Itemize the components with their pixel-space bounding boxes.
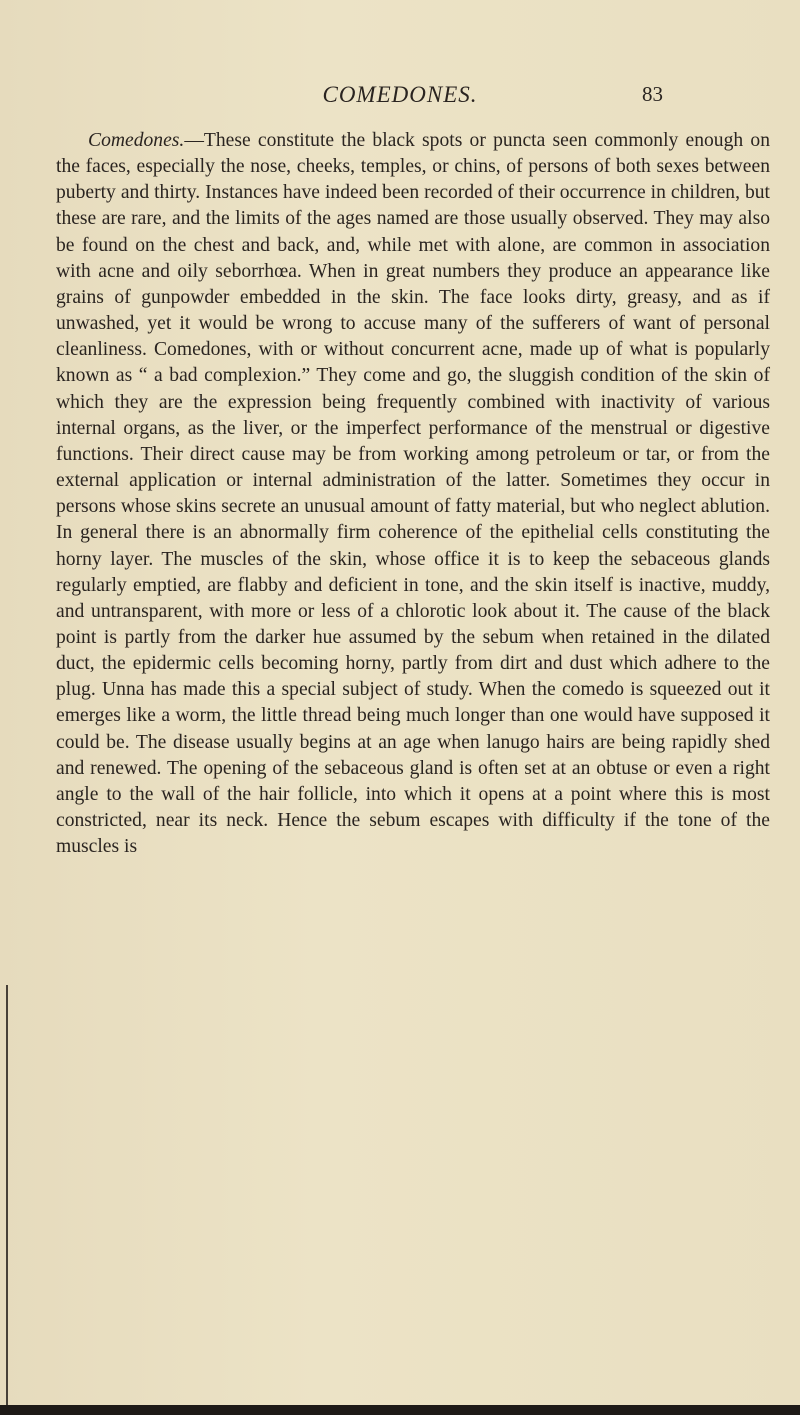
page-number: 83	[642, 82, 663, 106]
running-head	[0, 82, 800, 112]
page-bottom-edge	[0, 1405, 800, 1415]
paragraph-text: —These constitute the black spots or puncta seen commonly enough on the faces, especially the nose, cheeks, temples, or chins, of persons of both sexes between puberty and thirty. Instances have indeed been recorded of their occurrence in children, but these are rare, and the limits of the ages named are those usually observed. They may also be found on the chest and back, and, while met with alone, are common in association with acne and oily seborrhœa. When in great numbers they produce an appearance like grains of gunpowder embedded in the skin. The face looks dirty, greasy, and as if unwashed, yet it would be wrong to accuse many of the sufferers of want of personal cleanliness. Comedones, with or without concurrent acne, made up of what is popularly known as “ a bad complexion.” They come and go, the sluggish condition of the skin of which they are the expression being frequently combined with inactivity of various internal organs, as the liver, or the imperfect performance of the menstrual or digestive functions. Their direct cause may be from working among petroleum or tar, or from the external application or internal administration of the latter. Sometimes they occur in persons whose skins secrete an unusual amount of fatty material, but who neglect ablution. In general there is an abnormally firm coherence of the epithelial cells constituting the horny layer. The muscles of the skin, whose office it is to keep the sebaceous glands regularly emptied, are flabby and deficient in tone, and the skin itself is inactive, muddy, and untransparent, with more or less of a chlorotic look about it. The cause of the black point is partly from the darker hue assumed by the sebum when retained in the dilated duct, the epidermic cells becoming horny, partly from dirt and dust which adhere to the plug. Unna has made this a special subject of study. When the comedo is squeezed out it emerges like a worm, the little thread being much longer than one would have supposed it could be. The disease usually begins at an age when lanugo hairs are being rapidly shed and renewed. The opening of the sebaceous gland is often set at an obtuse or even a right angle to the wall of the hair follicle, into which it opens at a point where this is most constricted, near its neck. Hence the sebum escapes with difficulty if the tone of the muscles is	[56, 130, 770, 858]
paragraph-heading: Comedones.	[88, 130, 185, 151]
body-paragraph	[56, 128, 770, 860]
gutter-shadow-line	[6, 985, 8, 1415]
running-head-title: COMEDONES.	[322, 82, 478, 107]
